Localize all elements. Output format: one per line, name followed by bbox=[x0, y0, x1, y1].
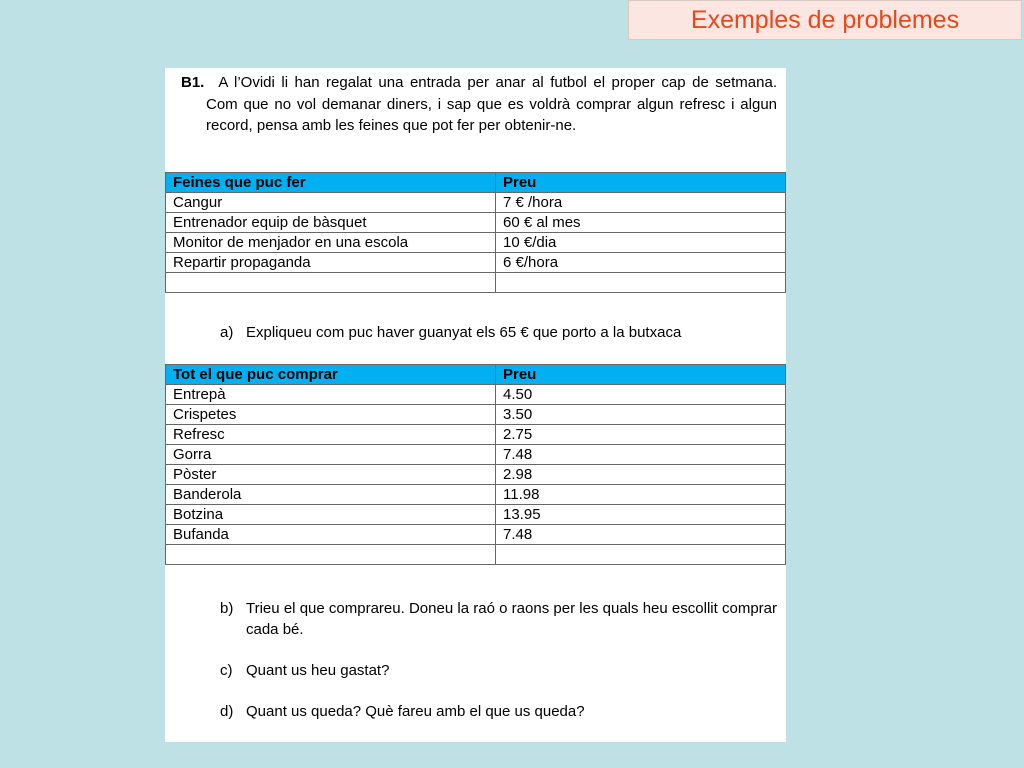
question-text: Quant us heu gastat? bbox=[246, 662, 390, 679]
question-a bbox=[220, 322, 777, 343]
table-row bbox=[166, 485, 786, 505]
slide-title: Exemples de problemes bbox=[690, 5, 960, 34]
table-cell bbox=[166, 545, 496, 565]
table-cell: 10 €/dia bbox=[496, 233, 786, 253]
question-letter: a) bbox=[220, 324, 234, 341]
table-row-empty bbox=[166, 545, 786, 565]
items-table bbox=[165, 364, 786, 565]
question-b bbox=[220, 598, 777, 640]
question-d bbox=[220, 701, 777, 722]
table-row bbox=[166, 525, 786, 545]
table-cell: Banderola bbox=[166, 485, 496, 505]
table-cell: Monitor de menjador en una escola bbox=[166, 233, 496, 253]
items-header-item: Tot el que puc comprar bbox=[166, 365, 496, 385]
table-row bbox=[166, 253, 786, 273]
jobs-table-header bbox=[166, 173, 786, 193]
problem-code: B1. bbox=[181, 74, 205, 91]
question-c bbox=[220, 660, 777, 681]
table-cell: 7 € /hora bbox=[496, 193, 786, 213]
question-text: Trieu el que comprareu. Doneu la raó o raons per les quals heu escollit comprar cada bé. bbox=[246, 600, 777, 638]
items-header-price: Preu bbox=[496, 365, 786, 385]
table-cell: 4.50 bbox=[496, 385, 786, 405]
items-table-header bbox=[166, 365, 786, 385]
table-row bbox=[166, 233, 786, 253]
table-cell: Entrepà bbox=[166, 385, 496, 405]
question-letter: c) bbox=[220, 662, 233, 679]
problem-statement bbox=[181, 72, 777, 137]
table-cell: 13.95 bbox=[496, 505, 786, 525]
table-row bbox=[166, 505, 786, 525]
table-row bbox=[166, 425, 786, 445]
table-cell: Crispetes bbox=[166, 405, 496, 425]
question-letter: b) bbox=[220, 600, 234, 617]
table-cell: Botzina bbox=[166, 505, 496, 525]
table-row-empty bbox=[166, 273, 786, 293]
table-cell: 7.48 bbox=[496, 445, 786, 465]
table-row bbox=[166, 405, 786, 425]
jobs-table bbox=[165, 172, 786, 293]
table-row bbox=[166, 445, 786, 465]
table-cell: Pòster bbox=[166, 465, 496, 485]
jobs-header-price: Preu bbox=[496, 173, 786, 193]
table-cell: 6 €/hora bbox=[496, 253, 786, 273]
table-cell: 60 € al mes bbox=[496, 213, 786, 233]
table-cell: Refresc bbox=[166, 425, 496, 445]
question-text: Quant us queda? Què fareu amb el que us queda? bbox=[246, 703, 585, 720]
table-cell: 7.48 bbox=[496, 525, 786, 545]
table-cell: 2.98 bbox=[496, 465, 786, 485]
question-text: Expliqueu com puc haver guanyat els 65 € que porto a la butxaca bbox=[246, 324, 682, 341]
table-cell: Entrenador equip de bàsquet bbox=[166, 213, 496, 233]
table-cell bbox=[496, 545, 786, 565]
table-row bbox=[166, 213, 786, 233]
table-row bbox=[166, 193, 786, 213]
table-cell: 2.75 bbox=[496, 425, 786, 445]
table-cell: 11.98 bbox=[496, 485, 786, 505]
table-cell: Gorra bbox=[166, 445, 496, 465]
table-cell bbox=[496, 273, 786, 293]
table-row bbox=[166, 385, 786, 405]
jobs-header-task: Feines que puc fer bbox=[166, 173, 496, 193]
slide-title-box bbox=[628, 0, 1022, 40]
table-row bbox=[166, 465, 786, 485]
table-cell: Cangur bbox=[166, 193, 496, 213]
table-cell: 3.50 bbox=[496, 405, 786, 425]
table-cell: Bufanda bbox=[166, 525, 496, 545]
problem-sheet bbox=[165, 68, 786, 742]
question-letter: d) bbox=[220, 703, 234, 720]
problem-text: A l’Ovidi li han regalat una entrada per anar al futbol el proper cap de setmana. Com que no vol demanar diners, i sap que es voldrà comprar algun refresc i algun record, pensa amb les feines que pot fer per obtenir-ne. bbox=[206, 74, 777, 134]
table-cell: Repartir propaganda bbox=[166, 253, 496, 273]
table-cell bbox=[166, 273, 496, 293]
